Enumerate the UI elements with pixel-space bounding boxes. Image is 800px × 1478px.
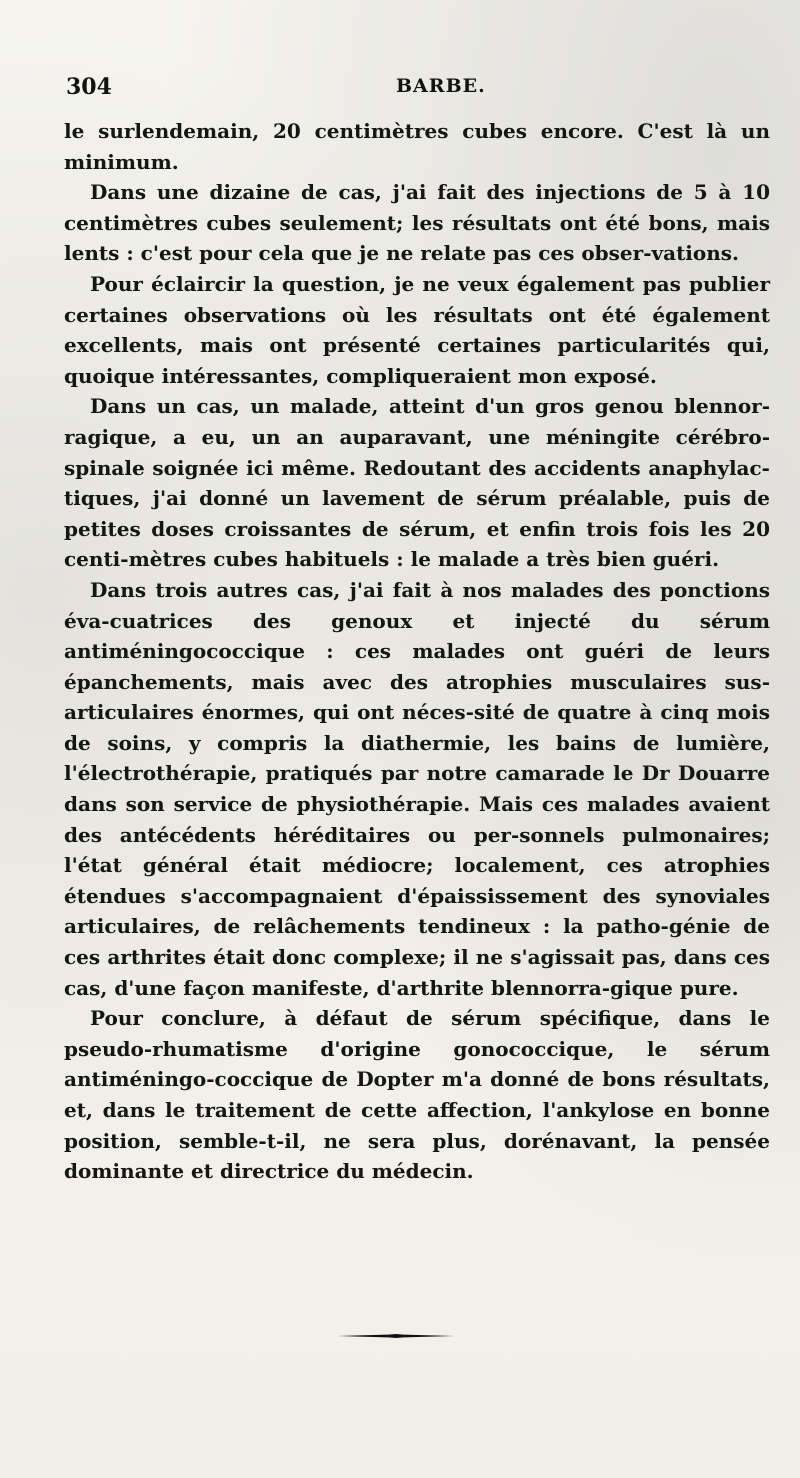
- running-head: BARBE.: [396, 75, 486, 97]
- body-text: [64, 116, 770, 1187]
- paragraph: Dans une dizaine de cas, j'ai fait des injections de 5 à 10 centimètres cubes seulement; les résultats ont été bons, mais lents : c'est pour cela que je ne relate pas ces obser-vations.: [64, 180, 770, 266]
- page-header: [66, 74, 770, 104]
- paragraph: Pour éclaircir la question, je ne veux également pas publier certaines observations où les résultats ont été également excellents, mais ont présenté certaines particularités qui, quoique intéressantes, compliqueraient mon exposé.: [64, 271, 770, 388]
- paragraph: Dans trois autres cas, j'ai fait à nos malades des ponctions éva-cuatrices des genoux et injecté du sérum antiméningococcique : ces malades ont guéri de leurs épanchements, mais avec des atrophies musculaires sus-articulaires énormes, qui ont néces-sité de quatre à cinq mois de soins, y compris la diathermie, les bains de lumière, l'électrothérapie, pratiqués par notre camarade le Dr Douarre dans son service de physiothérapie. Mais ces malades avaient des antécédents héréditaires ou per-sonnels pulmonaires; l'état général était médiocre; localement, ces atrophies étendues s'accompagnaient d'épaississement des synoviales articulaires, de relâchements tendineux : la patho-génie de ces arthrites était donc complexe; il ne s'agissait pas, dans ces cas, d'une façon manifeste, d'arthrite blennorra-gique pure.: [64, 577, 770, 1000]
- end-rule: [338, 1334, 454, 1338]
- paragraph-continuation: le surlendemain, 20 centimètres cubes encore. C'est là un minimum.: [64, 119, 770, 174]
- paragraph: Pour conclure, à défaut de sérum spécifique, dans le pseudo-rhumatisme d'origine gonococcique, le sérum antiméningo-coccique de Dopter m'a donné de bons résultats, et, dans le traitement de cette affection, l'ankylose en bonne position, semble-t-il, ne sera plus, dorénavant, la pensée dominante et directrice du médecin.: [64, 1006, 770, 1184]
- page-number: 304: [66, 74, 112, 100]
- paragraph: Dans un cas, un malade, atteint d'un gros genou blennor-ragique, a eu, un an auparavant, une méningite cérébro-spinale soignée ici même. Redoutant des accidents anaphylac-tiques, j'ai donné un lavement de sérum préalable, puis de petites doses croissantes de sérum, et enfin trois fois les 20 centi-mètres cubes habituels : le malade a très bien guéri.: [64, 394, 770, 572]
